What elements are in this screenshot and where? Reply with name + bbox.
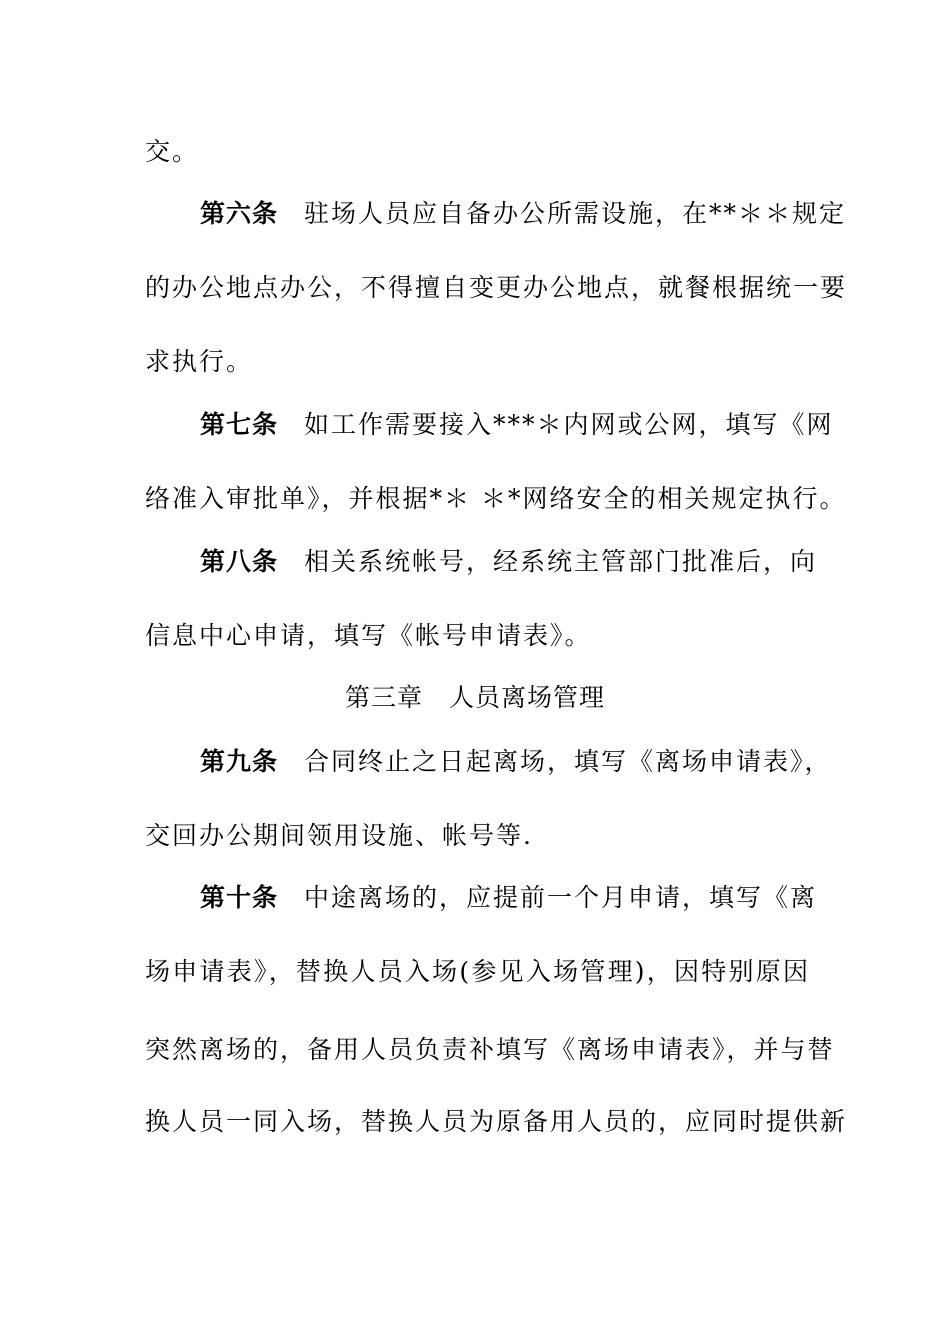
article-7-text: 如工作需要接入***＊内网或公网，填写《网 [304,410,834,439]
article-8-text: 相关系统帐号，经系统主管部门批准后，向 [304,547,818,576]
article-10-line-2 [145,956,810,988]
article-8-text: 信息中心申请，填写《帐号申请表》。 [145,621,592,650]
article-10-line-1 [200,882,818,914]
article-10-text: 突然离场的，备用人员负责补填写《离场申请表》，并与替 [145,1035,835,1064]
article-6-label: 第六条 [200,199,279,228]
article-8-line-2 [145,620,810,652]
text-line [145,136,810,168]
article-10-label: 第十条 [200,883,279,912]
article-10-text: 换人员一同入场，替换人员为原备用人员的，应同时提供新 [145,1107,848,1136]
article-6-text: 的办公地点办公，不得擅自变更办公地点，就餐根据统一要 [145,273,848,302]
article-7-text: 络准入审批单》，并根据*＊ ＊*网络安全的相关规定执行。 [145,484,847,513]
article-6-line-1 [200,198,847,230]
article-10-text: 中途离场的，应提前一个月申请，填写《离 [304,883,818,912]
chapter-heading [0,681,950,715]
article-9-line-2 [145,820,810,852]
article-7-label: 第七条 [200,410,279,439]
article-10-line-4 [145,1106,848,1138]
article-6-text: 驻场人员应自备办公所需设施，在**＊＊规定 [304,199,847,228]
chapter-number: 第三章 [344,683,423,712]
article-8-line-1 [200,546,818,578]
article-9-text: 交回办公期间领用设施、帐号等. [145,821,533,850]
article-8-label: 第八条 [200,547,279,576]
article-9-label: 第九条 [200,747,279,776]
text-line-content: 交。 [145,137,200,166]
article-6-line-2 [145,272,848,304]
article-7-line-1 [200,409,834,441]
article-10-text: 场申请表》，替换人员入场(参见入场管理)，因特别原因 [145,957,810,986]
article-9-line-1 [200,746,832,778]
article-6-text: 求执行。 [145,347,254,376]
article-9-text: 合同终止之日起离场，填写《离场申请表》， [304,747,832,776]
article-10-line-3 [145,1034,835,1066]
article-6-line-3 [145,346,810,378]
article-7-line-2 [145,483,847,515]
chapter-title: 人员离场管理 [449,683,606,712]
